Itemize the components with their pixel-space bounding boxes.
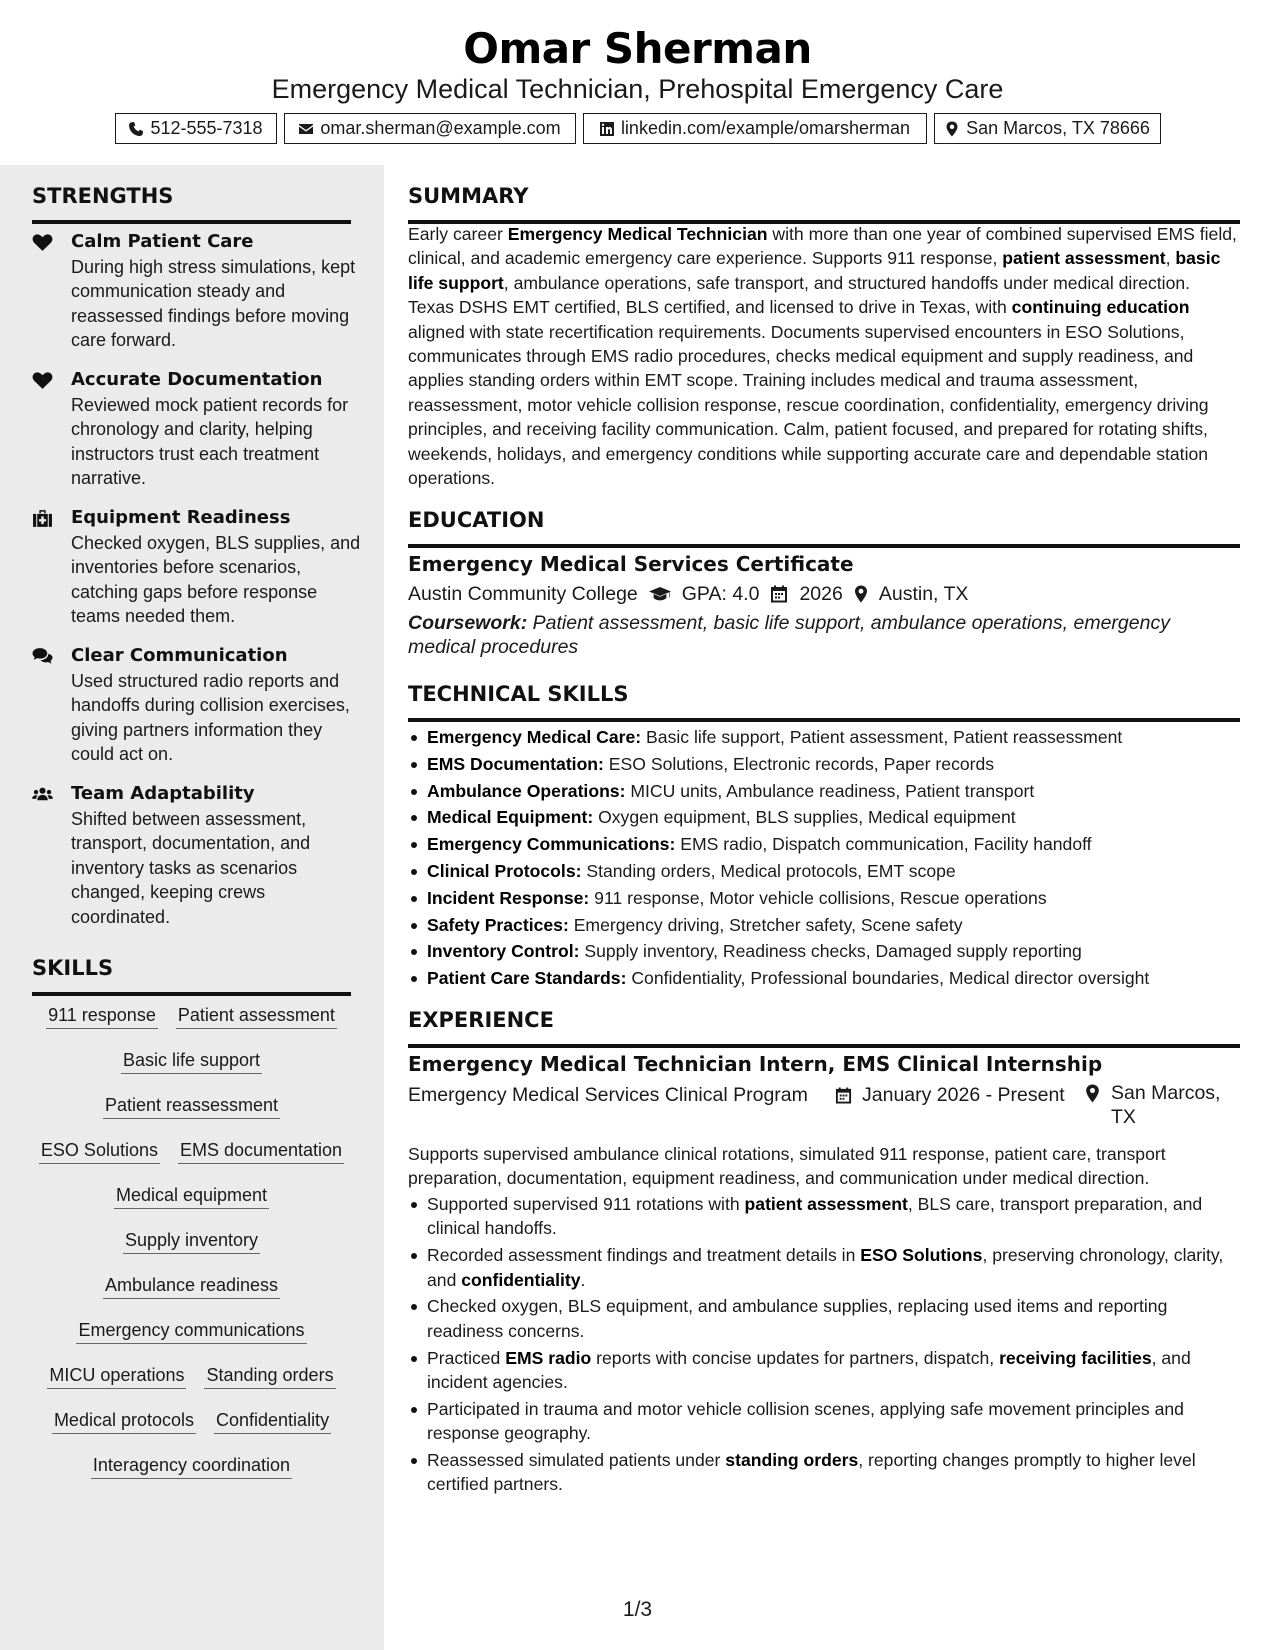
skills-row [32,1362,351,1407]
education-heading: EDUCATION [408,505,1240,548]
map-pin-icon [853,585,869,603]
strength-item [32,367,362,487]
skill-chip: Medical protocols [52,1407,196,1434]
bullet-part: , preserving chronology, clarity, and [427,1245,1224,1290]
skills-row [32,1407,351,1452]
bullet-part: Recorded assessment findings and treatment details in [427,1245,861,1266]
job-bullets [408,1192,1240,1499]
bullet-part: reports with concise updates for partners, dispatch, [591,1347,1000,1368]
degree-title: Emergency Medical Services Certificate [408,552,854,576]
skills-row [32,1092,351,1137]
page-number: 1/3 [622,1598,653,1621]
contact-phone-text: 512-555-7318 [150,118,263,138]
skills-row [32,1002,351,1047]
strength-description: Reviewed mock patient records for chronology and clarity, helping instructors trust each treatment narrative. [71,395,349,489]
skill-category: Emergency Communications: [427,834,676,855]
bullet-part: Reassessed simulated patients under [427,1450,726,1471]
skill-category: EMS Documentation: [427,753,604,774]
linkedin-icon [599,121,615,137]
school-location: Austin, TX [878,583,969,605]
strength-title: Equipment Readiness [71,507,291,528]
skill-chip: 911 response [46,1002,158,1029]
list-item [408,912,1240,939]
employer: Emergency Medical Services Clinical Program [408,1084,808,1106]
medkit-icon [32,509,54,529]
skills-row [32,1317,351,1362]
strength-item [32,229,362,349]
resume-header [0,0,1275,165]
list-item [408,831,1240,858]
coursework [408,611,1208,659]
skill-values: Confidentiality, Professional boundaries, Medical director oversight [626,968,1150,989]
bullet-part: , reporting changes promptly to higher level certified partners. [427,1450,1196,1495]
contact-email[interactable] [284,113,576,144]
job-title: Emergency Medical Technician Intern, EMS Clinical Internship [408,1052,1103,1076]
strength-description: During high stress simulations, kept communication steady and reassessed findings before moving care forward. [71,257,356,351]
list-item [408,1243,1240,1292]
bullet-part: Checked oxygen, BLS equipment, and ambulance supplies, replacing used items and reporting readiness concerns. [427,1296,1168,1341]
summary-part: Early career [408,224,508,244]
bullet-keyword: receiving facilities [999,1347,1152,1368]
skill-chip: Basic life support [121,1047,262,1074]
map-pin-icon [944,121,960,137]
skills-row [32,1047,351,1092]
list-item [408,885,1240,912]
skills-heading: SKILLS [32,953,351,996]
strength-item [32,781,362,926]
strength-title: Calm Patient Care [71,231,254,252]
skills-row [32,1182,351,1227]
bullet-part: Practiced [427,1347,506,1368]
bullet-keyword: EMS radio [505,1347,592,1368]
bullet-part: Participated in trauma and motor vehicle collision scenes, applying safe movement principles and response geography. [427,1398,1184,1444]
bullet-keyword: ESO Solutions [860,1245,983,1266]
contact-phone[interactable] [115,113,277,144]
skills-chips [32,1002,351,1497]
bullet-part: Supported supervised 911 rotations with [427,1194,745,1214]
heart-icon [32,371,54,391]
job-description: Supports supervised ambulance clinical rotations, simulated 911 response, patient care, transport preparation, documentation, equipment readiness, and communication under medical direction. [408,1144,1166,1189]
summary-text [408,222,1240,490]
contact-bar [0,113,1275,144]
calendar-icon [769,585,789,603]
skill-chip: Standing orders [204,1362,335,1389]
strength-description: Checked oxygen, BLS supplies, and inventories before scenarios, catching gaps before response teams needed them. [71,533,361,627]
summary-heading: SUMMARY [408,181,1240,224]
skill-chip: ESO Solutions [39,1137,160,1164]
education-meta [408,580,968,608]
strength-title: Team Adaptability [71,783,255,804]
gpa: GPA: 4.0 [681,583,760,605]
users-icon [32,785,54,805]
bullet-part: , and incident agencies. [427,1347,1191,1393]
list-item [408,1397,1240,1446]
skill-values: 911 response, Motor vehicle collisions, Rescue operations [589,887,1047,908]
skill-chip: MICU operations [47,1362,186,1389]
list-item [408,1448,1240,1497]
contact-location [934,113,1161,144]
job-location [1084,1081,1244,1129]
summary-part: aligned with state recertification requirements. Documents supervised encounters in ESO Solutions, communicates through EMS radio procedures, checks medical equipment and supply readiness, and applies standing orders within EMT scope. Training includes medical and trauma assessment, reassessment, motor vehicle collision response, rescue coordination, confidentiality, emergency driving principles, and receiving facility communication. Calm, patient focused, and prepared for rotating shifts, weekends, holidays, and emergency conditions while supporting accurate care and dependable station operations. [408,321,1209,489]
skill-chip: Patient reassessment [103,1092,280,1119]
skills-row [32,1137,351,1182]
summary-part: , [1165,248,1176,269]
sidebar [0,165,384,1650]
list-item [408,1192,1240,1241]
skill-category: Incident Response: [427,887,590,908]
list-item [408,804,1240,831]
experience-heading: EXPERIENCE [408,1005,1240,1048]
list-item [408,1294,1240,1343]
list-item [408,751,1240,778]
strength-item [32,643,362,763]
heart-icon [32,233,54,253]
list-item [408,858,1240,885]
graduation-year: 2026 [799,583,843,605]
skills-row [32,1452,351,1497]
comments-icon [32,647,54,667]
envelope-icon [298,121,314,137]
summary-part: , ambulance operations, safe transport, and structured handoffs under medical direction. Texas DSHS EMT certified, BLS certified, and licensed to drive in Texas, with [408,272,1191,318]
skill-category: Safety Practices: [427,914,569,935]
list-item [408,724,1240,751]
list-item [408,938,1240,965]
strength-item [32,505,362,625]
skill-category: Inventory Control: [427,941,580,962]
skill-values: MICU units, Ambulance readiness, Patient transport [625,780,1035,801]
skill-chip: Interagency coordination [91,1452,292,1479]
coursework-label: Coursework: [408,612,528,634]
skill-chip: Medical equipment [114,1182,269,1209]
list-item [408,778,1240,805]
skill-chip: Supply inventory [123,1227,260,1254]
skills-row [32,1272,351,1317]
strength-description: Shifted between assessment, transport, documentation, and inventory tasks as scenarios changed, keeping crews coordinated. [71,809,311,927]
skill-category: Emergency Medical Care: [427,727,642,747]
contact-location-text: San Marcos, TX 78666 [966,118,1150,138]
graduation-cap-icon [648,585,672,603]
skill-chip: EMS documentation [178,1137,344,1164]
skill-values: EMS radio, Dispatch communication, Facility handoff [675,834,1092,855]
contact-linkedin-text: linkedin.com/example/omarsherman [620,118,911,138]
technical-skills-list [408,724,1240,992]
bullet-keyword: standing orders [725,1450,859,1471]
summary-keyword: continuing education [1011,297,1190,318]
school-name: Austin Community College [408,583,638,605]
candidate-name: Omar Sherman [463,24,812,73]
summary-part: with more than one year of combined supervised EMS field, clinical, and academic emergency care experience. Supports 911 response, [408,224,1237,269]
strength-title: Accurate Documentation [71,369,323,390]
skill-values: Emergency driving, Stretcher safety, Scene safety [568,914,963,935]
strengths-heading: STRENGTHS [32,181,351,224]
skill-category: Medical Equipment: [427,807,594,828]
technical-skills-heading: TECHNICAL SKILLS [408,679,1240,722]
skill-chip: Ambulance readiness [103,1272,280,1299]
bullet-keyword: confidentiality [461,1269,581,1290]
summary-keyword: patient assessment [1002,248,1166,269]
strength-title: Clear Communication [71,645,288,666]
bullet-part: , BLS care, transport preparation, and clinical handoffs. [427,1194,1203,1239]
skills-row [32,1227,351,1272]
bullet-part: . [580,1269,586,1290]
skill-values: Oxygen equipment, BLS supplies, Medical equipment [593,807,1016,828]
job-location-text: San Marcos, TX [1111,1082,1221,1128]
skill-category: Ambulance Operations: [427,780,626,801]
summary-keyword: Emergency Medical Technician [507,224,768,244]
skill-chip: Confidentiality [214,1407,331,1434]
skill-values: ESO Solutions, Electronic records, Paper records [603,753,995,774]
phone-icon [128,121,144,137]
job-dates [835,1081,1065,1109]
skill-values: Standing orders, Medical protocols, EMT scope [581,860,956,881]
list-item [408,965,1240,992]
summary-keyword: basic life support [408,248,1221,293]
skill-category: Clinical Protocols: [427,860,582,881]
contact-email-text: omar.sherman@example.com [320,118,561,138]
bullet-keyword: patient assessment [744,1194,908,1214]
skill-values: Supply inventory, Readiness checks, Damaged supply reporting [579,941,1082,962]
job-dates-text: January 2026 - Present [862,1084,1065,1106]
calendar-icon [835,1086,852,1105]
skill-chip: Emergency communications [76,1317,306,1344]
skill-category: Patient Care Standards: [427,968,627,989]
list-item [408,1346,1240,1395]
strength-description: Used structured radio reports and handoffs during collision exercises, giving partners information they could act on. [71,671,350,765]
candidate-title: Emergency Medical Technician, Prehospital Emergency Care [271,74,1004,104]
contact-linkedin[interactable] [583,113,927,144]
coursework-text: Patient assessment, basic life support, ambulance operations, emergency medical procedures [408,612,1170,658]
skill-chip: Patient assessment [176,1002,337,1029]
skill-values: Basic life support, Patient assessment, Patient reassessment [641,727,1123,747]
map-pin-icon [1084,1084,1101,1103]
